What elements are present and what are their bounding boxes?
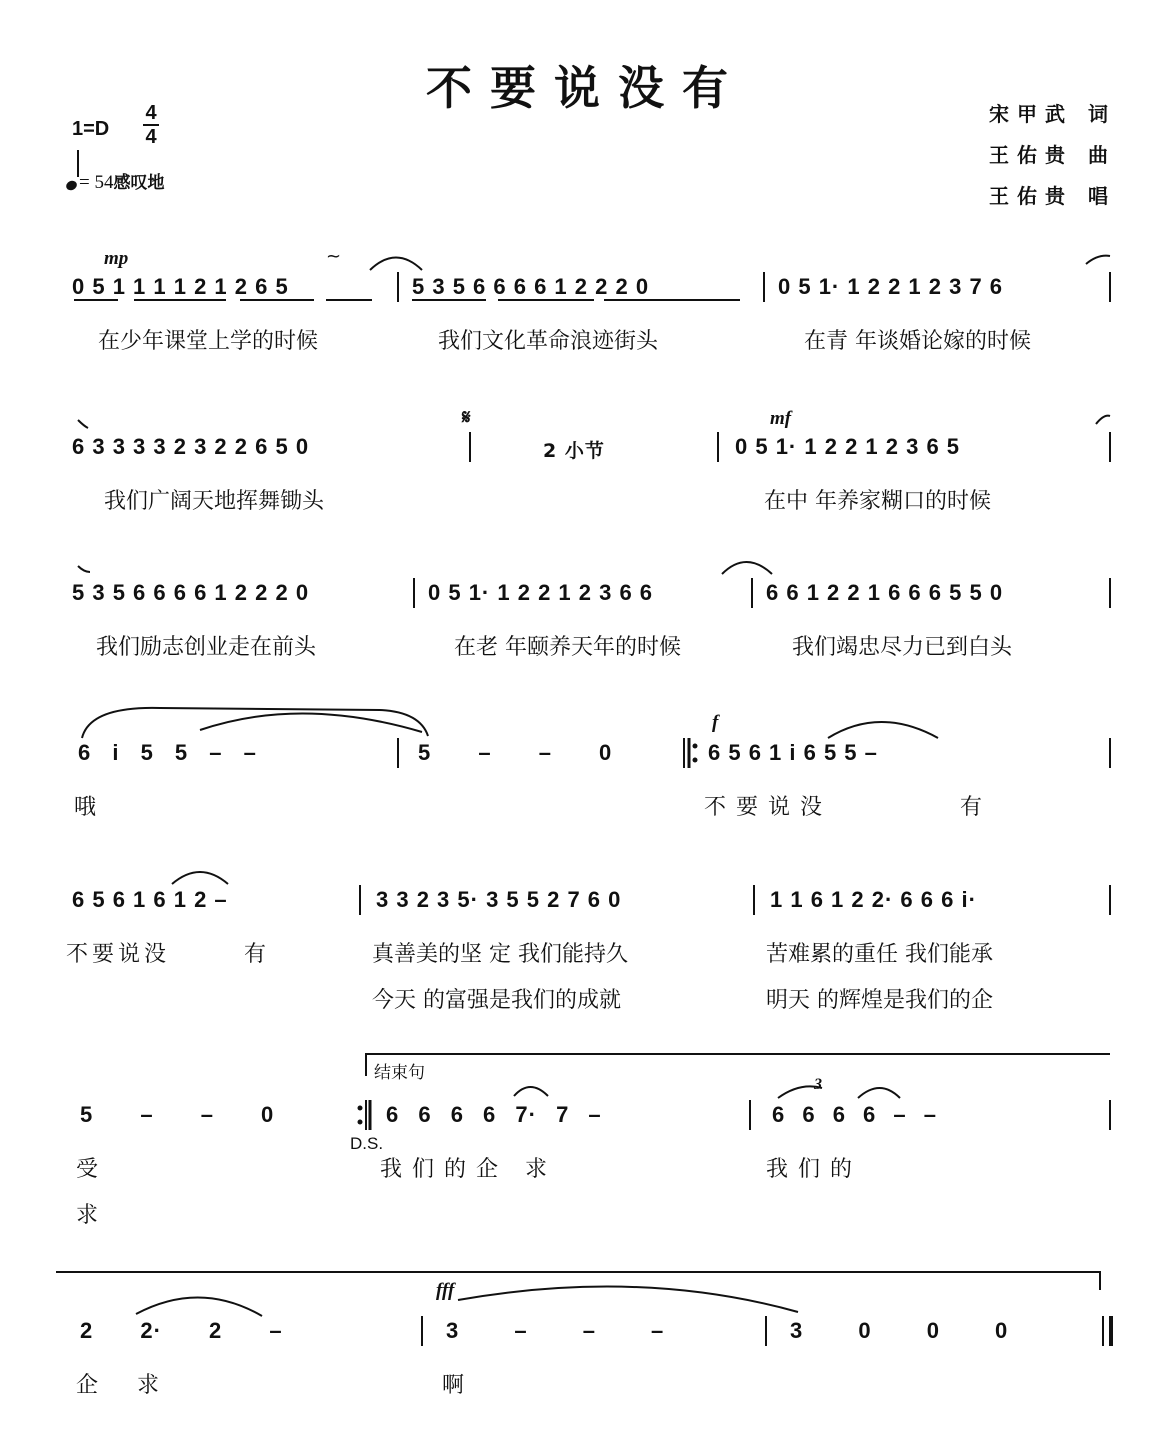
measure-notes: 3 0 0 0: [790, 1318, 1009, 1343]
slur: [1086, 256, 1110, 264]
lyric-line: 哦: [74, 795, 97, 820]
credit-composer: 王佑贵 曲: [989, 143, 1116, 167]
triplet-mark: 3: [814, 1076, 822, 1093]
ending-label: 结束句: [374, 1063, 425, 1083]
measure-notes: 5 – – 0: [80, 1102, 275, 1127]
measure-notes: 5 3 5 6 6 6 6 1 2 2 2 0: [72, 580, 310, 605]
slur: [172, 872, 228, 884]
segno-icon: 𝄋: [462, 405, 471, 429]
lyric-line: 企 求: [76, 1373, 175, 1398]
lyric-line: 我们励志创业走在前头: [96, 635, 317, 660]
measure-notes: 3 3 2 3 5· 3 5 5 2 7 6 0: [376, 887, 622, 912]
lyric-line: 在少年课堂上学的时候: [98, 329, 319, 354]
measure-notes: 2 2· 2 –: [80, 1318, 283, 1343]
lyric-line: 苦难累的重任 我们能承: [766, 942, 993, 967]
time-signature-bottom: 4: [145, 126, 157, 148]
lyric-line: 我们文化革命浪迹街头: [438, 329, 659, 354]
slur: [828, 722, 938, 738]
measure-notes: 5 3 5 6 6 6 6 1 2 2 2 0: [412, 274, 650, 299]
lyric-line: 有: [960, 795, 983, 820]
song-title: 不要说没有: [426, 61, 746, 115]
measure-notes: 6 6 6 6 7· 7 –: [386, 1102, 602, 1127]
slur: [370, 258, 422, 271]
measure-notes: 6 5 6 1 6 1 2 –: [72, 887, 228, 912]
measure-notes: 5 – – 0: [418, 740, 613, 765]
measure-notes: 6 6 6 6 – –: [772, 1102, 937, 1127]
tempo-expression: 感叹地: [113, 173, 165, 193]
slur: [78, 566, 90, 572]
repeat-dot: [358, 1120, 363, 1125]
lyric-line: 不要说没: [704, 795, 833, 820]
lyric-line: 真善美的坚 定 我们能持久: [372, 942, 628, 967]
slur: [514, 1087, 548, 1096]
measure-notes: 3 – – –: [446, 1318, 665, 1343]
credit-lyricist: 宋甲武 词: [989, 102, 1116, 126]
measure-notes: 6 5 6 1 i 6 5 5 –: [708, 740, 878, 765]
slur: [722, 562, 772, 574]
measure-notes: 0 5 1· 1 2 2 1 2 3 6 5: [735, 434, 961, 459]
dynamic-f: f: [712, 712, 719, 733]
slur: [82, 708, 428, 738]
measure-notes: 0 5 1 1 1 1 2 1 2 6 5: [72, 274, 289, 299]
lyric-line-verse2: 求: [76, 1203, 99, 1228]
measure-notes: 6 i 5 5 – –: [78, 740, 257, 765]
lyric-line: 我们竭忠尽力已到白头: [792, 635, 1013, 660]
tempo-value: = 54: [79, 172, 114, 193]
lyric-line: 啊: [442, 1373, 465, 1398]
ending-bracket: [366, 1054, 1110, 1076]
slur: [136, 1297, 262, 1316]
key-signature: 1=D: [72, 118, 110, 140]
lyric-line: 我们的: [766, 1157, 863, 1182]
lyric-line: 在中 年养家糊口的时候: [764, 489, 991, 514]
credit-singer: 王佑贵 唱: [989, 184, 1116, 208]
turn-icon: ~: [326, 246, 342, 267]
measure-notes: 0 5 1· 1 2 2 1 2 3 7 6: [778, 274, 1004, 299]
measure-notes: 6 3 3 3 3 2 3 2 2 6 5 0: [72, 434, 310, 459]
lyric-line: 有: [244, 942, 267, 967]
lyric-line: 我们广阔天地挥舞锄头: [104, 489, 325, 514]
slur: [1096, 416, 1110, 424]
slur: [78, 420, 88, 428]
slur: [200, 713, 422, 732]
measure-notes: 0 5 1· 1 2 2 1 2 3 6 6: [428, 580, 654, 605]
lyric-line-verse2: 今天 的富强是我们的成就: [372, 988, 621, 1013]
measure-notes: 6 6 1 2 2 1 6 6 6 5 5 0: [766, 580, 1004, 605]
lyric-line: 在老 年颐养天年的时候: [454, 635, 681, 660]
lyric-line: 不要说没: [66, 942, 171, 967]
repeat-dot: [358, 1106, 363, 1111]
slur: [778, 1086, 822, 1098]
measure-notes: 1 1 6 1 2 2· 6 6 6 i·: [770, 887, 977, 912]
dynamic-mf: mf: [770, 408, 792, 429]
lyric-line-verse2: 明天 的辉煌是我们的企: [766, 988, 993, 1013]
lyric-line: 在青 年谈婚论嫁的时候: [804, 329, 1031, 354]
dynamic-fff: fff: [436, 1280, 455, 1301]
slur: [858, 1088, 900, 1098]
time-signature-top: 4: [145, 102, 157, 124]
repeat-two-bars: 2 小节: [543, 440, 605, 462]
dynamic-mp: mp: [104, 248, 129, 269]
dal-segno: D.S.: [350, 1134, 384, 1153]
lyric-line: 受: [76, 1157, 99, 1182]
repeat-dot: [693, 758, 698, 763]
slur: [458, 1287, 798, 1312]
lyric-line: 我们的企 求: [380, 1157, 557, 1182]
repeat-dot: [693, 744, 698, 749]
